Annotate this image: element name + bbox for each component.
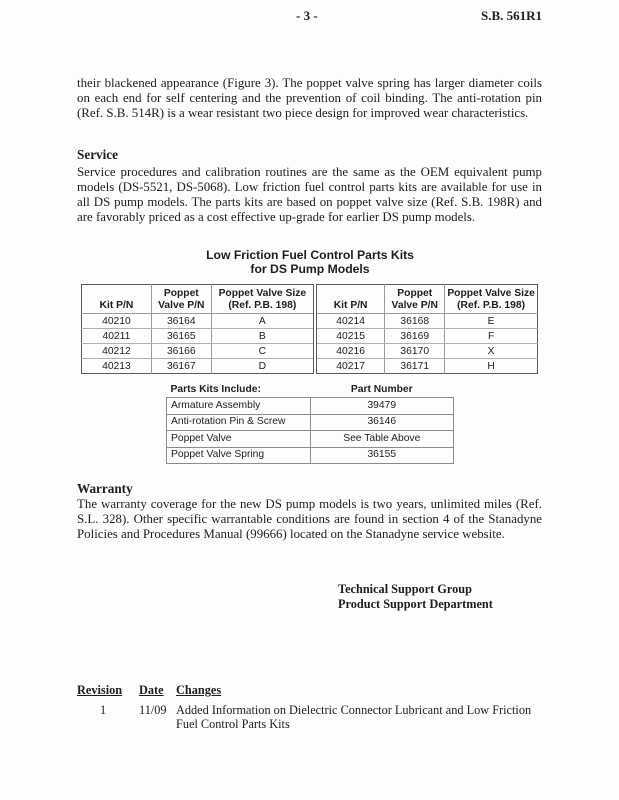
cell: E: [445, 314, 538, 329]
revision-date: 11/09: [139, 703, 167, 717]
cell: 36166: [151, 344, 211, 359]
cell: 36171: [385, 359, 445, 374]
cell: C: [211, 344, 315, 359]
service-heading: Service: [77, 147, 119, 162]
col-poppet-valve-pn: [151, 285, 211, 314]
cell: 36165: [151, 329, 211, 344]
signature-line1: Technical Support Group: [338, 582, 472, 596]
cell: 36168: [385, 314, 445, 329]
document-id: S.B. 561R1: [481, 8, 543, 23]
col-label: Valve P/N: [391, 299, 438, 311]
revision-header: [0, 683, 619, 699]
kits-table-header-row: [82, 285, 538, 314]
cell: 40216: [315, 344, 385, 359]
table-row: [167, 431, 454, 448]
revision-row: [0, 703, 619, 735]
part-name: Armature Assembly: [167, 398, 311, 415]
kits-table-title: [160, 248, 460, 276]
parts-kits-table: [166, 382, 454, 464]
kits-table-title-line1: Low Friction Fuel Control Parts Kits: [206, 248, 414, 262]
revision-changes-line2: Fuel Control Parts Kits: [176, 717, 290, 731]
table-row: [82, 344, 538, 359]
revision-changes-line1: Added Information on Dielectric Connector Lubricant and Low Friction: [176, 703, 532, 717]
table-row: [82, 359, 538, 374]
warranty-paragraph: The warranty coverage for the new DS pump models is two years, unlimited miles (Ref. S.L. 328). Other specific warrantable conditions are found in section 4 of the Stanadyne Policies and Procedures Manual (99666) located on the Stanadyne service website.: [77, 497, 542, 541]
col-label: Poppet Valve Size: [447, 288, 535, 299]
cell: D: [211, 359, 315, 374]
cell: 40217: [315, 359, 385, 374]
part-name: Anti-rotation Pin & Screw: [167, 414, 311, 431]
col-poppet-valve-size: [445, 285, 538, 314]
part-number: 36155: [310, 447, 453, 464]
kits-table: [81, 284, 538, 374]
col-label: Poppet: [397, 288, 433, 299]
signature-line2: Product Support Department: [338, 597, 493, 611]
page-number: - 3 -: [296, 8, 318, 23]
cell: F: [445, 329, 538, 344]
intro-paragraph: their blackened appearance (Figure 3). The poppet valve spring has larger diameter coils on each end for self centering and the prevention of coil binding. The anti-rotation pin (Ref. S.B. 514R) is a wear resistant two piece design for improved wear characteristics.: [77, 76, 542, 120]
revision-number: 1: [100, 703, 107, 717]
table-row: [167, 398, 454, 415]
cell: 36170: [385, 344, 445, 359]
kits-table-title-line2: for DS Pump Models: [250, 262, 370, 276]
cell: 36164: [151, 314, 211, 329]
cell: 40215: [315, 329, 385, 344]
part-name: Poppet Valve Spring: [167, 447, 311, 464]
parts-table-header-row: [167, 382, 454, 398]
part-number: 36146: [310, 414, 453, 431]
part-name: Poppet Valve: [167, 431, 311, 448]
warranty-heading: Warranty: [77, 481, 133, 496]
signature-block: [338, 582, 493, 612]
cell: 36167: [151, 359, 211, 374]
cell: 40213: [82, 359, 152, 374]
cell: A: [211, 314, 315, 329]
cell: 40214: [315, 314, 385, 329]
cell: 40211: [82, 329, 152, 344]
service-paragraph: Service procedures and calibration routines are the same as the OEM equivalent pump models (DS-5521, DS-5068). Low friction fuel control parts kits are available for use in all DS pump models. The parts kits are based on poppet valve size (Ref. S.B. 198R) and are favorably priced as a cost effective up-grade for earlier DS pump models.: [77, 165, 542, 224]
col-label: (Ref. P.B. 198): [228, 299, 297, 311]
col-kit-pn: [315, 285, 385, 314]
date-col-header: Date: [139, 683, 164, 697]
cell: 40210: [82, 314, 152, 329]
col-label: Poppet Valve Size: [218, 288, 307, 299]
cell: H: [487, 360, 495, 372]
col-part-number: Part Number: [350, 383, 413, 395]
cell: B: [211, 329, 315, 344]
col-parts-kits-include: Parts Kits Include:: [170, 383, 261, 395]
changes-col-header: Changes: [176, 683, 222, 697]
col-label: Valve P/N: [158, 299, 205, 311]
col-label: Kit P/N: [333, 299, 368, 311]
col-label: (Ref. P.B. 198): [457, 299, 526, 311]
col-label: Kit P/N: [99, 299, 134, 311]
part-number: See Table Above: [310, 431, 453, 448]
cell: 36169: [385, 329, 445, 344]
col-kit-pn: [82, 285, 152, 314]
table-row: [167, 414, 454, 431]
table-row: [167, 447, 454, 464]
cell: X: [445, 344, 538, 359]
cell: 40212: [82, 344, 152, 359]
table-row: [82, 314, 538, 329]
table-row: [82, 329, 538, 344]
part-number: 39479: [310, 398, 453, 415]
col-poppet-valve-pn: [385, 285, 445, 314]
col-label: Poppet: [163, 288, 199, 299]
col-poppet-valve-size: [211, 285, 315, 314]
revision-col-header: Revision: [77, 683, 123, 697]
